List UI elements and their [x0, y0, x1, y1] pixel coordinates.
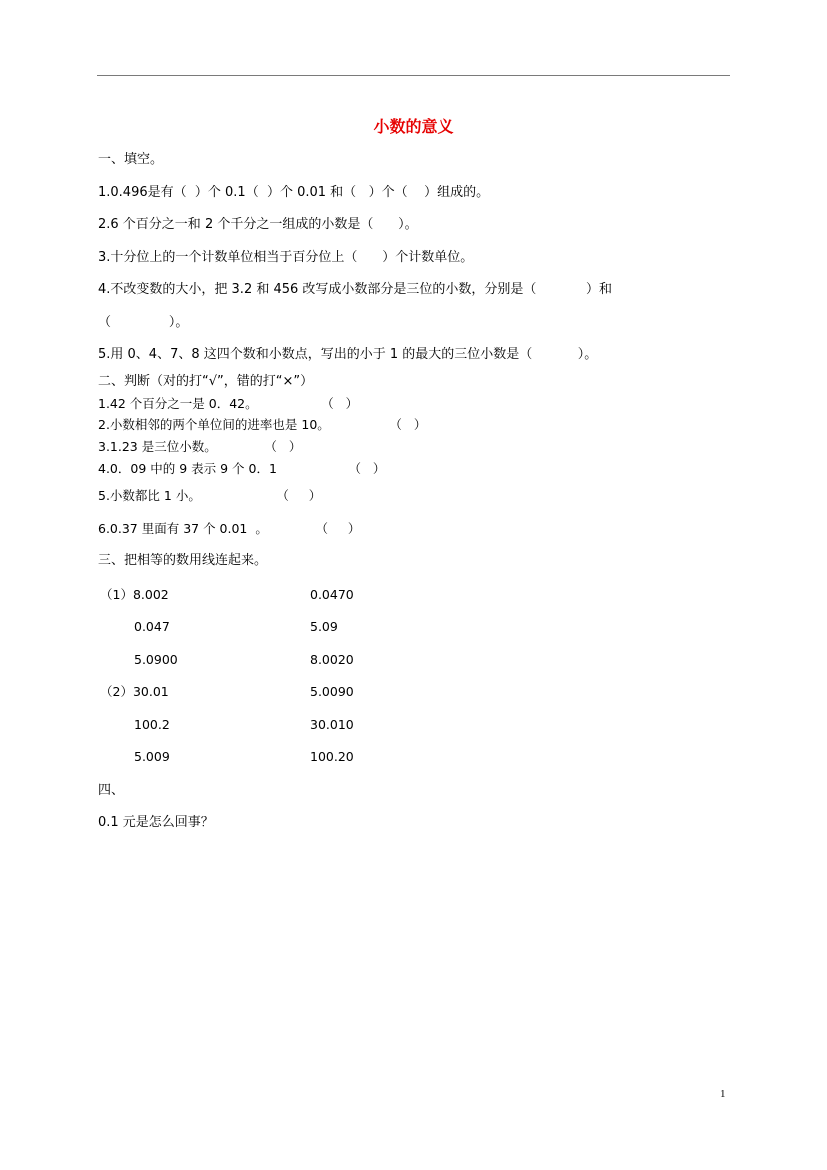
judge-question-1: 1.42 个百分之一是 0．42。 （ ） [98, 396, 359, 411]
judge-question-6: 6.0.37 里面有 37 个 0.01 。 （ ） [98, 521, 361, 536]
fill-question-3: 3.十分位上的一个计数单位相当于百分位上（ ）个计数单位。 [98, 250, 474, 265]
judge-question-4: 4.0．09 中的 9 表示 9 个 0．1 （ ） [98, 461, 386, 476]
judge-question-3: 3.1.23 是三位小数。 （ ） [98, 439, 302, 454]
fill-question-5: 5.用 0、4、7、8 这四个数和小数点，写出的小于 1 的最大的三位小数是（ ）。 [98, 347, 598, 362]
match-left-3: 5.0900 [134, 652, 178, 667]
match-right-5: 30.010 [310, 717, 354, 732]
fill-question-1: 1.0.496是有（ ）个 0.1（ ）个 0.01 和（ ）个（ ）组成的。 [98, 185, 490, 200]
match-right-6: 100.20 [310, 749, 354, 764]
section4-heading: 四、 [98, 783, 125, 798]
match-right-2: 5.09 [310, 619, 338, 634]
match-right-3: 8.0020 [310, 652, 354, 667]
section3-heading: 三、把相等的数用线连起来。 [98, 553, 268, 568]
fill-question-4a: 4.不改变数的大小，把 3.2 和 456 改写成小数部分是三位的小数，分别是（ ）和 [98, 282, 613, 297]
match-right-1: 0.0470 [310, 587, 354, 602]
match-left-1: （1）8.002 [100, 587, 169, 602]
judge-question-2: 2.小数相邻的两个单位间的进率也是 10。 （ ） [98, 417, 427, 432]
fill-question-2: 2.6 个百分之一和 2 个千分之一组成的小数是（ ）。 [98, 217, 418, 232]
page-number: 1 [720, 1088, 726, 1100]
match-left-6: 5.009 [134, 749, 170, 764]
section4-question: 0.1 元是怎么回事？ [98, 815, 214, 830]
match-left-2: 0.047 [134, 619, 170, 634]
page-title: 小数的意义 [373, 117, 454, 136]
match-left-5: 100.2 [134, 717, 170, 732]
match-left-4: （2）30.01 [100, 684, 169, 699]
section1-heading: 一、填空。 [98, 152, 164, 167]
fill-question-4b: （ ）。 [98, 315, 189, 330]
judge-question-5: 5.小数都比 1 小。 （ ） [98, 488, 322, 503]
header-rule [97, 75, 730, 76]
match-right-4: 5.0090 [310, 684, 354, 699]
section2-heading: 二、判断（对的打“√”，错的打“×”） [98, 374, 314, 389]
